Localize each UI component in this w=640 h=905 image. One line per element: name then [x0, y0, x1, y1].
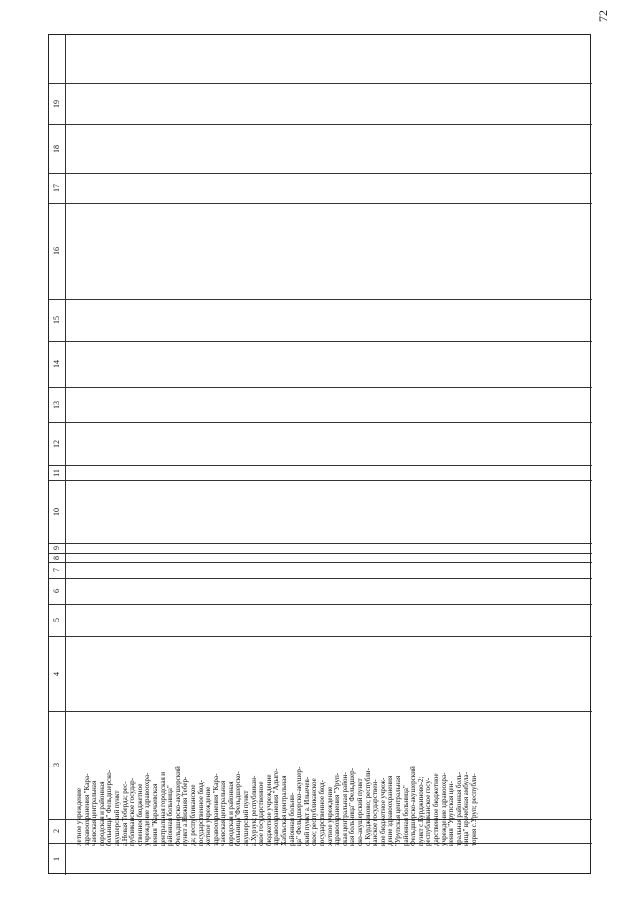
cell-text-line: здравоохранения "Кара-: [211, 773, 220, 846]
column-header-9: 9: [52, 546, 61, 550]
cell-text-line: а.Новая Теберда; рес-: [120, 781, 129, 846]
column-header-6: 6: [52, 589, 61, 593]
column-header-15: 15: [52, 316, 61, 324]
cell-text-line: государственное бюд-: [318, 780, 326, 846]
cell-text-line: акушерский пункт: [242, 790, 251, 846]
page-number: 72: [596, 10, 610, 22]
cell-text-line: тория с.Уруп; республи-: [469, 773, 478, 846]
cell-text-line: республиканское госу-: [424, 777, 433, 846]
cell-text-line: тральная районная боль-: [454, 771, 463, 846]
cell-text-line: ское; республиканское: [310, 778, 319, 846]
cell-text-line: пункт с.Курджиново-2;: [416, 776, 425, 846]
column-header-1: 1: [52, 857, 61, 861]
column-header-10: 10: [52, 507, 61, 516]
cell-text-line: ница" врачебная амбула-: [462, 772, 471, 846]
header-separator: [65, 35, 66, 875]
cell-text-line: больница" Фельдшерско-: [105, 769, 114, 846]
cell-text-line: ский пункт а. Ильичев-: [302, 776, 311, 846]
column-header-7: 7: [52, 568, 61, 572]
cell-text-line: городская и районная: [97, 781, 106, 846]
cell-text-line: центральная городская и: [158, 771, 167, 846]
cell-text-line: здравоохранения "Уруп-: [333, 772, 342, 846]
cell-text-line: здравоохранения "Кара-: [82, 773, 91, 846]
cell-text-line: учреждение здравоохра-: [143, 772, 152, 846]
column-header-14: 14: [52, 360, 61, 368]
cell-text-line: канское государствен-: [371, 779, 380, 846]
cell-text-line: с. Курджиново; республи-: [363, 768, 372, 846]
cell-text-line: районная больни-: [287, 792, 296, 846]
column-header-17: 17: [52, 184, 61, 192]
cell-text-line: чаевская центральная: [219, 780, 228, 846]
cell-text-line: нения "Карачаевская: [150, 783, 159, 846]
cell-text-line: летное учреждение: [75, 787, 83, 846]
cell-text-line: ное бюджетное учреж-: [378, 777, 387, 846]
cell-text-line: акушерский пункт: [112, 790, 121, 846]
column-header-12: 12: [52, 439, 61, 448]
cell-text-line: жетное учреждение: [204, 786, 213, 846]
cell-text-line: да; республиканское: [188, 784, 197, 846]
column-header-4: 4: [52, 671, 61, 676]
column-header-19: 19: [52, 99, 61, 108]
cell-text-line: ское государственное: [257, 781, 266, 846]
table-cell-col3-text: [75, 94, 478, 846]
column-separator: [49, 83, 592, 84]
cell-text-line: "Урупская центральная: [393, 775, 402, 846]
cell-text-line: ско-акушерский пункт: [355, 778, 364, 846]
cell-text-line: ца" Фельдшерско-акушер-: [295, 766, 304, 846]
cell-text-line: нения "Урупская цен-: [447, 781, 456, 846]
cell-text-line: дарственное бюджетное: [431, 773, 440, 846]
cell-text-line: чаевская центральная: [90, 780, 99, 846]
column-header-2: 2: [52, 829, 61, 833]
cell-text-lines: [76, 94, 478, 846]
cell-text-line: дение здравоохранения: [386, 775, 395, 846]
cell-text-line: государственное бюд-: [196, 780, 205, 846]
cell-text-line: ственное бюджетное: [135, 783, 144, 846]
column-header-3: 3: [52, 763, 61, 767]
cell-text-line: публиканское государ-: [128, 777, 137, 846]
column-header-16: 16: [52, 247, 61, 255]
column-header-8: 8: [52, 555, 61, 560]
cell-text-line: пункт а.Нижняя Тебер-: [181, 776, 190, 846]
cell-text-line: здравоохранения "Адыге-: [272, 768, 281, 846]
cell-text-line: городская и районная: [226, 781, 235, 846]
cell-text-line: районная больница": [166, 785, 175, 846]
cell-text-line: бюджетное учреждение: [264, 774, 273, 846]
cell-text-line: Фельдшерско-акушерский: [173, 766, 182, 846]
column-header-5: 5: [52, 618, 61, 622]
cell-text-line: жетное учреждение: [325, 786, 334, 846]
cell-text-line: больница"Фельдшерско-: [234, 771, 243, 846]
cell-text-line: ская центральная район-: [340, 772, 349, 846]
column-header-13: 13: [52, 400, 61, 409]
column-header-18: 18: [52, 144, 61, 153]
column-header-11: 11: [52, 468, 61, 477]
cell-text-line: Фельдшерско-акушерский: [409, 766, 418, 846]
cell-text-line: учреждение здравоохра-: [439, 772, 448, 846]
cell-text-line: Хабльская центральная: [280, 775, 289, 846]
cell-text-line: а.Хурзук; республикан-: [249, 775, 258, 846]
cell-text-line: ная больница" Фельдшер-: [348, 767, 357, 846]
cell-text-line: районная больница": [401, 785, 410, 846]
